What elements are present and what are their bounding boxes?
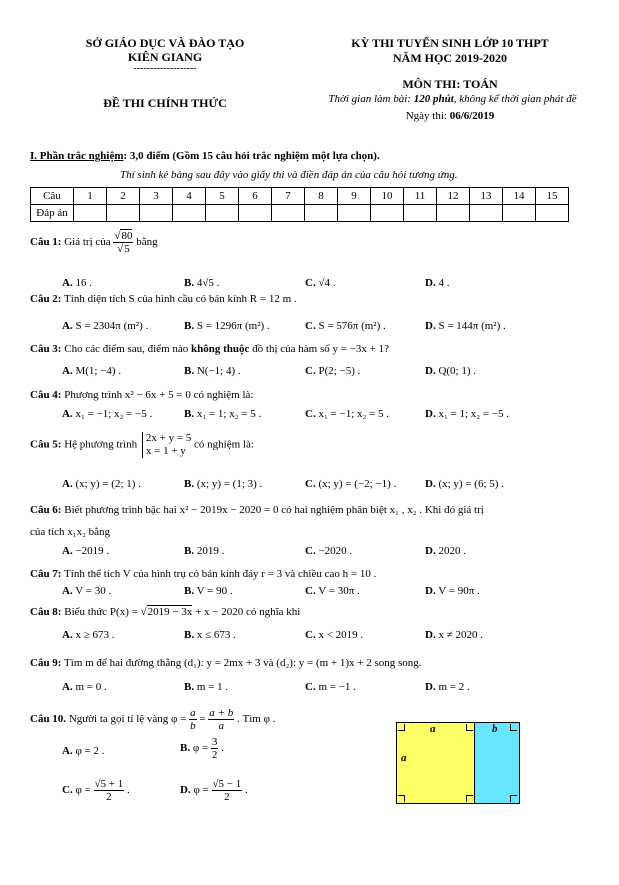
table-header-cell: Câu bbox=[31, 188, 74, 205]
table-cell: 10 bbox=[371, 188, 404, 205]
table-cell: 14 bbox=[503, 188, 536, 205]
question-6-continued: của tích x₁x₂ bằng bbox=[30, 526, 111, 538]
q7-option-a[interactable]: A. V = 30 . bbox=[62, 585, 112, 597]
q3-option-c[interactable]: C. P(2; −5) . bbox=[305, 365, 361, 377]
answer-table bbox=[30, 187, 569, 222]
q10-option-d[interactable]: D. φ = $\frac{√5 - 1}{2}$ . bbox=[180, 778, 248, 803]
answer-cell[interactable] bbox=[173, 205, 206, 222]
q2-option-b[interactable]: B. S = 1296π (m²) . bbox=[184, 320, 270, 332]
question-7: Câu 7: Tính thể tích V của hình trụ có bán kính đáy r = 3 và chiều cao h = 10 . bbox=[30, 568, 377, 580]
table-cell: 12 bbox=[437, 188, 470, 205]
q7-option-b[interactable]: B. V = 90 . bbox=[184, 585, 233, 597]
q5-option-a[interactable]: A. (x; y) = (2; 1) . bbox=[62, 478, 141, 490]
answer-cell[interactable] bbox=[272, 205, 305, 222]
table-row bbox=[31, 188, 569, 205]
table-cell: 3 bbox=[140, 188, 173, 205]
q6-option-d[interactable]: D. 2020 . bbox=[425, 545, 466, 557]
right-angle-mark bbox=[466, 724, 473, 731]
q1-option-c[interactable]: C. √4 . bbox=[305, 277, 336, 289]
province-name: KIÊN GIANG bbox=[127, 50, 203, 64]
q4-option-d[interactable]: D. x₁ = 1; x₂ = −5 . bbox=[425, 408, 510, 420]
fraction: $\frac{a + b}{a}$ bbox=[209, 707, 234, 732]
question-1: Câu 1: Giá trị của $\frac{√80}{√5}$ bằng bbox=[30, 230, 158, 255]
fraction: $\frac{3}{2}$ bbox=[211, 736, 218, 761]
table-cell: 9 bbox=[338, 188, 371, 205]
answer-cell[interactable] bbox=[371, 205, 404, 222]
q8-option-a[interactable]: A. x ≥ 673 . bbox=[62, 629, 115, 641]
table-cell: 13 bbox=[470, 188, 503, 205]
q8-option-b[interactable]: B. x ≤ 673 . bbox=[184, 629, 236, 641]
golden-ratio-figure bbox=[396, 722, 521, 804]
q4-option-c[interactable]: C. x₁ = −1; x₂ = 5 . bbox=[305, 408, 390, 420]
answer-cell[interactable] bbox=[305, 205, 338, 222]
table-cell: 15 bbox=[536, 188, 569, 205]
answer-cell[interactable] bbox=[74, 205, 107, 222]
answer-cell[interactable] bbox=[503, 205, 536, 222]
divider: ------------------- bbox=[133, 63, 197, 74]
label-b-top: b bbox=[492, 723, 498, 735]
q8-option-d[interactable]: D. x ≠ 2020 . bbox=[425, 629, 483, 641]
q1-option-d[interactable]: D. 4 . bbox=[425, 277, 450, 289]
q1-option-b[interactable]: B. 4√5 . bbox=[184, 277, 220, 289]
question-6: Câu 6: Biết phương trình bậc hai x² − 2019x − 2020 = 0 có hai nghiệm phân biệt x₁ , x₂ . Khi đó giá trị bbox=[30, 504, 484, 516]
question-10: Câu 10. Người ta gọi tỉ lệ vàng φ = $\frac{a}{b}$ = $\frac{a + b}{a}$ . Tìm φ . bbox=[30, 707, 276, 732]
table-cell: 4 bbox=[173, 188, 206, 205]
q4-option-a[interactable]: A. x₁ = −1; x₂ = −5 . bbox=[62, 408, 153, 420]
q3-option-d[interactable]: D. Q(0; 1) . bbox=[425, 365, 477, 377]
q6-option-c[interactable]: C. −2020 . bbox=[305, 545, 353, 557]
q9-option-a[interactable]: A. m = 0 . bbox=[62, 681, 107, 693]
table-row bbox=[31, 205, 569, 222]
right-angle-mark bbox=[510, 724, 517, 731]
q7-option-d[interactable]: D. V = 90π . bbox=[425, 585, 480, 597]
q5-option-d[interactable]: D. (x; y) = (6; 5) . bbox=[425, 478, 504, 490]
q9-option-d[interactable]: D. m = 2 . bbox=[425, 681, 470, 693]
q8-option-c[interactable]: C. x < 2019 . bbox=[305, 629, 364, 641]
exam-title: KỲ THI TUYỂN SINH LỚP 10 THPT bbox=[351, 36, 549, 50]
table-cell: 5 bbox=[206, 188, 239, 205]
q4-option-b[interactable]: B. x₁ = 1; x₂ = 5 . bbox=[184, 408, 262, 420]
table-cell: 1 bbox=[74, 188, 107, 205]
question-9: Câu 9: Tìm m để hai đường thẳng (d₁): y = 2mx + 3 và (d₂): y = (m + 1)x + 2 song song. bbox=[30, 657, 422, 669]
answer-cell[interactable] bbox=[536, 205, 569, 222]
q3-option-b[interactable]: B. N(−1; 4) . bbox=[184, 365, 241, 377]
right-angle-mark bbox=[466, 795, 473, 802]
answer-cell[interactable] bbox=[239, 205, 272, 222]
q2-option-c[interactable]: C. S = 576π (m²) . bbox=[305, 320, 386, 332]
table-cell: 2 bbox=[107, 188, 140, 205]
right-angle-mark bbox=[398, 795, 405, 802]
section-title: I. Phần trắc nghiệm: 3,0 điểm (Gồm 15 câu hỏi trắc nghiệm một lựa chọn). bbox=[30, 150, 380, 162]
table-cell: 8 bbox=[305, 188, 338, 205]
fraction: $\frac{√5 - 1}{2}$ bbox=[212, 778, 242, 803]
q2-option-d[interactable]: D. S = 144π (m²) . bbox=[425, 320, 506, 332]
q6-option-a[interactable]: A. −2019 . bbox=[62, 545, 110, 557]
table-header-cell: Đáp án bbox=[31, 205, 74, 222]
q3-option-a[interactable]: A. M(1; −4) . bbox=[62, 365, 122, 377]
fraction: $\frac{√5 + 1}{2}$ bbox=[94, 778, 124, 803]
answer-cell[interactable] bbox=[338, 205, 371, 222]
table-cell: 7 bbox=[272, 188, 305, 205]
subject: MÔN THI: TOÁN bbox=[402, 77, 498, 91]
answer-cell[interactable] bbox=[140, 205, 173, 222]
q1-option-a[interactable]: A. 16 . bbox=[62, 277, 92, 289]
q5-option-b[interactable]: B. (x; y) = (1; 3) . bbox=[184, 478, 263, 490]
school-year: NĂM HỌC 2019-2020 bbox=[393, 51, 507, 65]
right-angle-mark bbox=[510, 795, 517, 802]
q10-option-a[interactable]: A. φ = 2 . bbox=[62, 745, 105, 757]
q5-option-c[interactable]: C. (x; y) = (−2; −1) . bbox=[305, 478, 397, 490]
time-limit: Thời gian làm bài: 120 phút, không kể thời gian phát đề bbox=[328, 93, 577, 105]
q10-option-c[interactable]: C. φ = $\frac{√5 + 1}{2}$ . bbox=[62, 778, 130, 803]
q7-option-c[interactable]: C. V = 30π . bbox=[305, 585, 360, 597]
answer-cell[interactable] bbox=[404, 205, 437, 222]
answer-cell[interactable] bbox=[206, 205, 239, 222]
answer-cell[interactable] bbox=[107, 205, 140, 222]
q9-option-b[interactable]: B. m = 1 . bbox=[184, 681, 229, 693]
equation-system: 2x + y = 5 x = 1 + y bbox=[142, 432, 191, 458]
table-cell: 6 bbox=[239, 188, 272, 205]
instruction: Thí sinh kẻ bảng sau đây vào giấy thi và điền đáp án của câu hỏi tương ứng. bbox=[120, 169, 458, 181]
exam-date: Ngày thi: 06/6/2019 bbox=[405, 110, 495, 122]
answer-cell[interactable] bbox=[437, 205, 470, 222]
question-5: Câu 5: Hệ phương trình 2x + y = 5 x = 1 + y có nghiệm là: bbox=[30, 432, 254, 457]
q6-option-b[interactable]: B. 2019 . bbox=[184, 545, 225, 557]
right-angle-mark bbox=[398, 724, 405, 731]
q2-option-a[interactable]: A. S = 2304π (m²) . bbox=[62, 320, 149, 332]
question-8: Câu 8: Biểu thức P(x) = √2019 − 3x + x − 2020 có nghĩa khi bbox=[30, 606, 301, 618]
official-exam-label: ĐỀ THI CHÍNH THỨC bbox=[103, 96, 227, 110]
q10-option-b[interactable]: B. φ = $\frac{3}{2}$ . bbox=[180, 736, 224, 761]
q9-option-c[interactable]: C. m = −1 . bbox=[305, 681, 356, 693]
question-3: Câu 3: Cho các điểm sau, điểm nào không thuộc đồ thị của hàm số y = −3x + 1? bbox=[30, 343, 389, 355]
label-a-left: a bbox=[401, 752, 407, 764]
label-a-top: a bbox=[430, 723, 436, 735]
question-4: Câu 4: Phương trình x² − 6x + 5 = 0 có nghiệm là: bbox=[30, 389, 254, 401]
table-cell: 11 bbox=[404, 188, 437, 205]
fraction: $\frac{a}{b}$ bbox=[190, 707, 196, 732]
fraction: $\frac{√80}{√5}$ bbox=[114, 230, 133, 255]
department-name: SỞ GIÁO DỤC VÀ ĐÀO TẠO bbox=[85, 36, 245, 50]
answer-cell[interactable] bbox=[470, 205, 503, 222]
question-2: Câu 2: Tính diện tích S của hình cầu có bán kính R = 12 m . bbox=[30, 293, 297, 305]
